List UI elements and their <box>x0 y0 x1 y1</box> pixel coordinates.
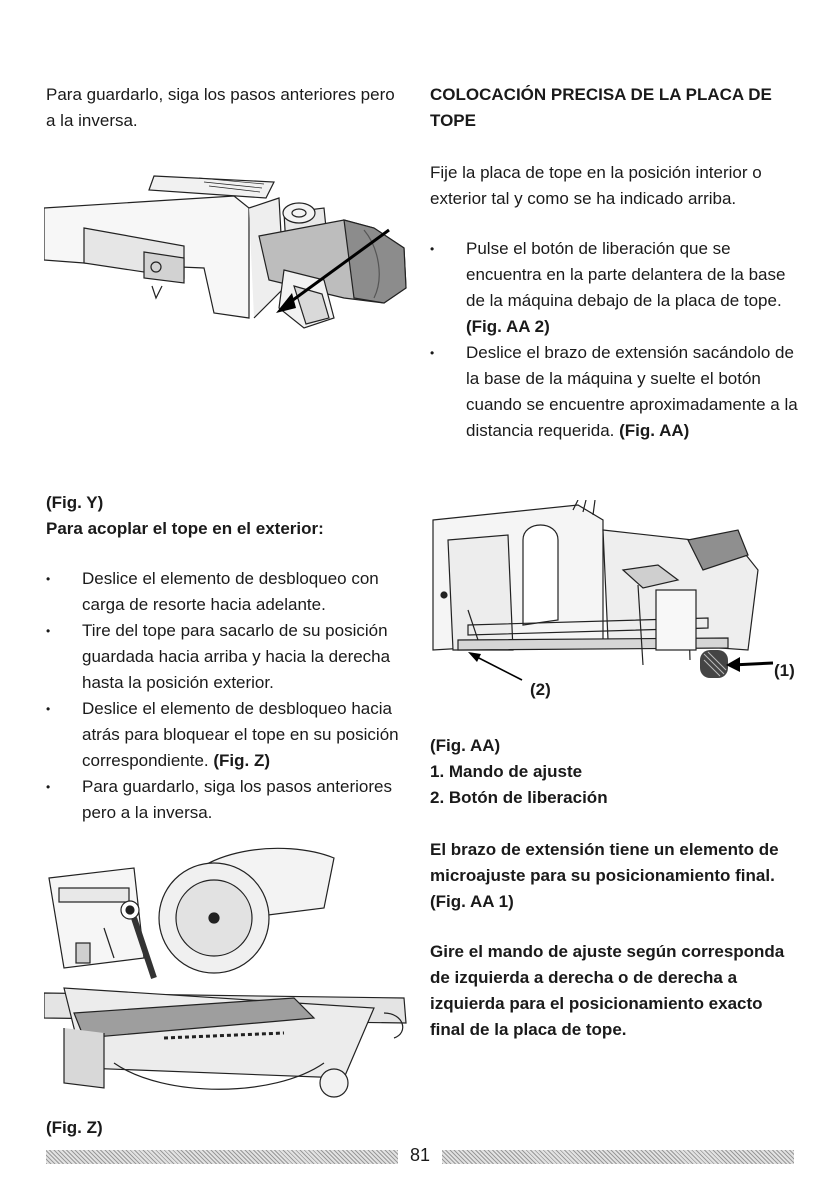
legend-item: 2. Botón de liberación <box>430 788 608 807</box>
storage-note: Para guardarlo, siga los pasos anteriores pero a la inversa. <box>46 85 395 130</box>
fig-z-caption: (Fig. Z) <box>46 1118 103 1137</box>
release-steps <box>430 236 800 444</box>
list-item: • Pulse el botón de liberación que se encuentra en la parte delantera de la base de la máquina debajo de la placa de tope. (Fig. AA 2) <box>430 236 800 340</box>
right-column <box>430 82 800 444</box>
section-heading: COLOCACIÓN PRECISA DE LA PLACA DE TOPE <box>430 85 772 130</box>
footer-bar-right <box>442 1150 794 1164</box>
page-number: 81 <box>409 1145 431 1165</box>
list-item: • Tire del tope para sacarlo de su posición guardada hacia arriba y hacia la derecha hasta la posición exterior. <box>46 618 406 696</box>
list-item: • Para guardarlo, siga los pasos anteriores pero a la inversa. <box>46 774 406 826</box>
exterior-heading: Para acoplar el tope en el exterior: <box>46 519 324 538</box>
figure-reference: (Fig. AA) <box>619 421 690 440</box>
fig-aa-caption: (Fig. AA) <box>430 736 501 755</box>
figure-reference: (Fig. Z) <box>213 751 271 770</box>
adjustment-knob <box>700 650 728 678</box>
legend-item: 1. Mando de ajuste <box>430 762 583 781</box>
fig-z-illustration <box>44 838 414 1108</box>
list-item: • Deslice el brazo de extensión sacándolo de la base de la máquina y suelte el botón cuando se encuentre aproximadamente a la distancia requerida. (Fig. AA) <box>430 340 800 444</box>
figure-reference: (Fig. AA 2) <box>466 317 550 336</box>
turn-knob-paragraph: Gire el mando de ajuste según corresponda de izquierda a derecha o de derecha a izquierda para el posicionamiento exacto final de la placa de tope. <box>430 942 785 1039</box>
fig-y-illustration <box>44 168 414 338</box>
list-item: • Deslice el elemento de desbloqueo con carga de resorte hacia adelante. <box>46 566 406 618</box>
fig-y-caption: (Fig. Y) <box>46 493 104 512</box>
fine-adjust-paragraph: El brazo de extensión tiene un elemento de microajuste para su posicionamiento final. (Fig. AA 1) <box>430 840 779 911</box>
right-intro: Fije la placa de tope en la posición interior o exterior tal y como se ha indicado arriba. <box>430 163 762 208</box>
exterior-steps <box>46 566 406 826</box>
page-footer <box>46 1147 794 1167</box>
footer-bar-left <box>46 1150 398 1164</box>
fine-adjust-section <box>430 837 790 1043</box>
fig-aa-illustration <box>428 500 798 700</box>
fig-aa-legend <box>430 733 800 811</box>
callout-2: (2) <box>530 680 551 699</box>
list-item: • Deslice el elemento de desbloqueo hacia atrás para bloquear el tope en su posición correspondiente. (Fig. Z) <box>46 696 406 774</box>
callout-1: (1) <box>774 661 795 680</box>
exterior-section <box>46 490 406 826</box>
left-column <box>46 82 406 134</box>
